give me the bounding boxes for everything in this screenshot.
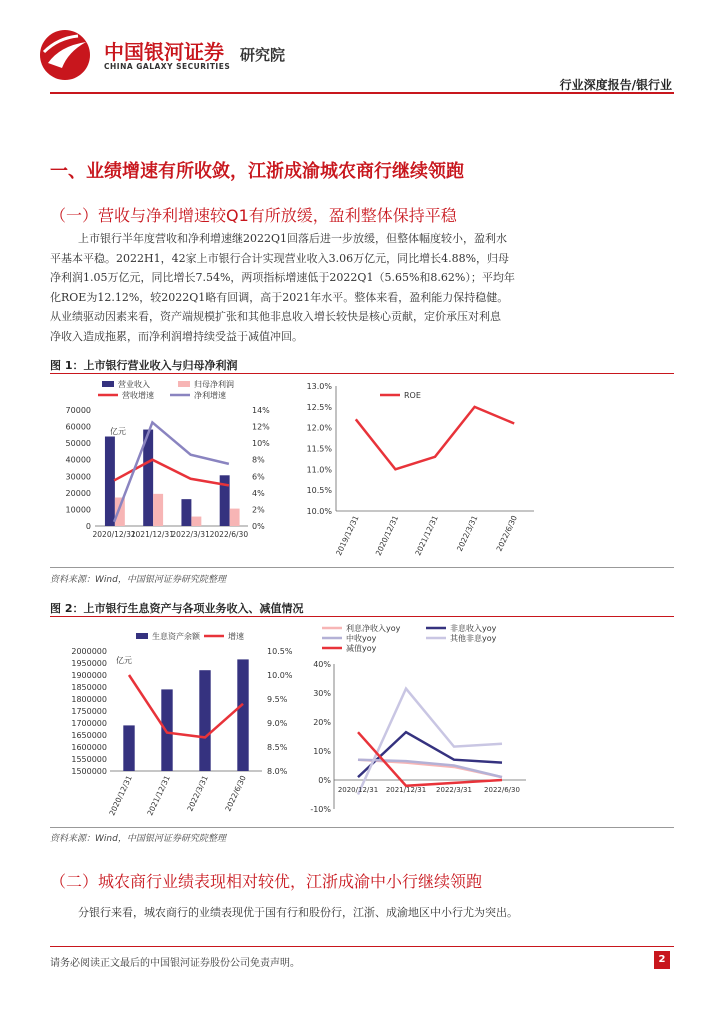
figure-1-rule	[50, 373, 674, 374]
bar	[237, 659, 248, 771]
y-tick-label: 13.0%	[306, 382, 332, 391]
y-tick-label: 0%	[318, 776, 331, 785]
x-tick-label: 2020/12/31	[92, 530, 136, 539]
y2-tick-label: 9.5%	[267, 695, 288, 704]
series-line	[358, 732, 502, 786]
doc-type-label: 行业深度报告/银行业	[559, 78, 672, 92]
body-paragraph: 分银行来看，城农商行的业绩表现优于国有行和股份行，江浙、成渝地区中小行尤为突出。	[78, 906, 518, 919]
x-tick-label: 2022/3/31	[436, 786, 472, 794]
y2-tick-label: 14%	[252, 406, 270, 415]
institute-label: 研究院	[240, 46, 286, 64]
unit-label: 亿元	[110, 427, 126, 436]
y-tick-label: 1800000	[71, 695, 107, 704]
y-tick-label: 1950000	[71, 659, 107, 668]
x-tick-label: 2022/6/30	[209, 530, 249, 539]
x-tick-label: 2022/6/30	[494, 514, 520, 553]
y2-tick-label: 10.0%	[267, 671, 293, 680]
x-tick-label: 2022/3/31	[185, 774, 210, 813]
y-tick-label: 2000000	[71, 647, 107, 656]
paragraph-line: 净利润1.05万亿元，同比增长7.54%，两项指标增速低于2022Q1（5.65%和8.62%）；平均年	[50, 271, 515, 285]
x-tick-label: 2021/12/31	[145, 774, 172, 818]
y-tick-label: 1500000	[71, 767, 107, 776]
y-tick-label: 30000	[65, 472, 91, 482]
legend-label: 净利增速	[194, 391, 226, 400]
y-tick-label: 50000	[65, 439, 91, 449]
y2-tick-label: 8%	[252, 455, 265, 465]
y-tick-label: 40000	[65, 455, 91, 465]
body-paragraph	[50, 229, 680, 347]
legend-label: 生息资产余额	[152, 632, 200, 641]
y2-tick-label: 6%	[252, 472, 265, 482]
revenue-profit-chart	[50, 376, 292, 564]
page-number: 2	[654, 951, 670, 969]
series-line	[358, 689, 502, 795]
x-tick-label: 2020/12/31	[373, 514, 401, 558]
series-line	[356, 407, 514, 470]
paragraph-line: 平基本平稳。2022H1，42家上市银行合计实现营业收入3.06万亿元，同比增长4.88%，归母	[50, 251, 510, 265]
x-tick-label: 2019/12/31	[334, 514, 361, 558]
legend-label: ROE	[404, 391, 421, 400]
paragraph-line: 净收入造成拖累，而净利润增持续受益于减值冲回。	[50, 329, 303, 343]
y2-tick-label: 4%	[252, 488, 265, 498]
legend-swatch	[178, 381, 190, 387]
y-tick-label: 10000	[65, 505, 91, 515]
figure-2-rule	[50, 616, 674, 617]
y-tick-label: 10%	[313, 747, 331, 756]
legend-label: 营业收入	[118, 380, 150, 389]
y-tick-label: 70000	[65, 406, 91, 415]
roe-chart	[296, 376, 542, 564]
figure-2-source: 资料来源：Wind，中国银河证券研究院整理	[50, 834, 226, 844]
y-tick-label: 1600000	[71, 743, 107, 752]
bar	[123, 725, 134, 771]
bar	[161, 689, 172, 771]
y-tick-label: 1700000	[71, 719, 107, 728]
y2-tick-label: 10%	[252, 439, 270, 449]
legend-label: 非息收入yoy	[450, 624, 497, 633]
paragraph-line: 上市银行半年度营收和净利增速继2022Q1回落后进一步放缓，但整体幅度较小，盈利水	[78, 232, 508, 245]
legend-label: 其他非息yoy	[450, 634, 497, 643]
figure-1-source: 资料来源：Wind，中国银河证券研究院整理	[50, 575, 226, 585]
y-tick-label: 12.0%	[306, 423, 332, 433]
figure-2-title: 图 2：上市银行生息资产与各项业务收入、减值情况	[50, 602, 304, 615]
y2-tick-label: 8.0%	[267, 767, 288, 776]
y2-tick-label: 10.5%	[267, 647, 293, 656]
y-tick-label: -10%	[310, 805, 331, 814]
bar	[115, 497, 125, 526]
bar	[199, 670, 210, 771]
header-rule	[50, 92, 674, 94]
y-tick-label: 1850000	[71, 683, 107, 692]
footer-rule	[50, 946, 674, 947]
y2-tick-label: 9.0%	[267, 719, 288, 728]
bar	[181, 499, 191, 526]
series-line	[114, 460, 229, 486]
x-tick-label: 2022/3/31	[171, 530, 210, 539]
bar	[191, 517, 201, 526]
business-income-yoy-chart	[306, 619, 542, 825]
y2-tick-label: 2%	[252, 505, 265, 515]
series-line	[129, 675, 243, 737]
legend-swatch	[102, 381, 114, 387]
y2-tick-label: 0%	[252, 522, 265, 531]
x-tick-label: 2020/12/31	[337, 786, 379, 794]
company-name-en: CHINA GALAXY SECURITIES	[104, 62, 231, 71]
galaxy-logo-icon	[38, 28, 96, 82]
y-tick-label: 0	[85, 522, 91, 531]
x-tick-label: 2021/12/31	[385, 786, 427, 794]
y-tick-label: 20%	[313, 718, 331, 727]
y-tick-label: 20000	[65, 488, 91, 498]
y-tick-label: 40%	[313, 660, 331, 669]
legend-label: 中收yoy	[346, 634, 377, 643]
legend-swatch	[136, 633, 148, 639]
unit-label: 亿元	[116, 656, 132, 665]
bar	[230, 509, 240, 526]
y-tick-label: 30%	[313, 689, 331, 698]
section-title: 一、业绩增速有所收敛，江浙成渝城农商行继续领跑	[50, 161, 464, 182]
legend-label: 减值yoy	[346, 644, 377, 653]
x-tick-label: 2022/3/31	[454, 514, 480, 553]
x-tick-label: 2020/12/31	[107, 774, 134, 818]
y-tick-label: 11.5%	[306, 444, 332, 454]
figure-1-title: 图 1：上市银行营业收入与归母净利润	[50, 359, 238, 372]
y-tick-label: 1550000	[71, 755, 107, 764]
subsection-title: （一）营收与净利增速较Q1有所放缓，盈利整体保持平稳	[50, 206, 457, 225]
y2-tick-label: 12%	[252, 422, 270, 432]
company-name-cn: 中国银河证券	[104, 40, 224, 64]
bar	[105, 437, 115, 526]
subsection-title: （二）城农商行业绩表现相对较优，江浙成渝中小行继续领跑	[50, 872, 483, 891]
bar	[153, 494, 163, 526]
x-tick-label: 2021/12/31	[413, 514, 440, 558]
y-tick-label: 10.5%	[306, 486, 332, 496]
y-tick-label: 1650000	[71, 731, 107, 740]
paragraph-line: 化ROE为12.12%，较2022Q1略有回调，高于2021年水平。整体来看，盈利能力保持稳健。	[50, 290, 509, 304]
disclaimer-text: 请务必阅读正文最后的中国银河证券股份公司免责声明。	[50, 958, 300, 969]
x-tick-label: 2022/6/30	[484, 786, 520, 794]
figure-2-bottom-rule	[50, 827, 674, 828]
x-tick-label: 2022/6/30	[223, 774, 248, 813]
y-tick-label: 60000	[65, 422, 91, 432]
legend-label: 利息净收入yoy	[346, 624, 401, 633]
figure-1-bottom-rule	[50, 567, 674, 568]
y-tick-label: 1750000	[71, 707, 107, 716]
legend-label: 营收增速	[122, 391, 154, 400]
paragraph-line: 从业绩驱动因素来看，资产端规模扩张和其他非息收入增长较快是核心贡献，定价承压对利息	[50, 310, 501, 324]
legend-label: 增速	[228, 632, 244, 641]
y-tick-label: 1900000	[71, 671, 107, 680]
y2-tick-label: 8.5%	[267, 743, 288, 752]
earning-assets-chart	[50, 619, 304, 825]
legend-label: 归母净利润	[194, 380, 234, 389]
y-tick-label: 12.5%	[306, 402, 332, 412]
y-tick-label: 10.0%	[306, 507, 332, 516]
y-tick-label: 11.0%	[306, 465, 332, 475]
x-tick-label: 2021/12/31	[130, 530, 174, 539]
